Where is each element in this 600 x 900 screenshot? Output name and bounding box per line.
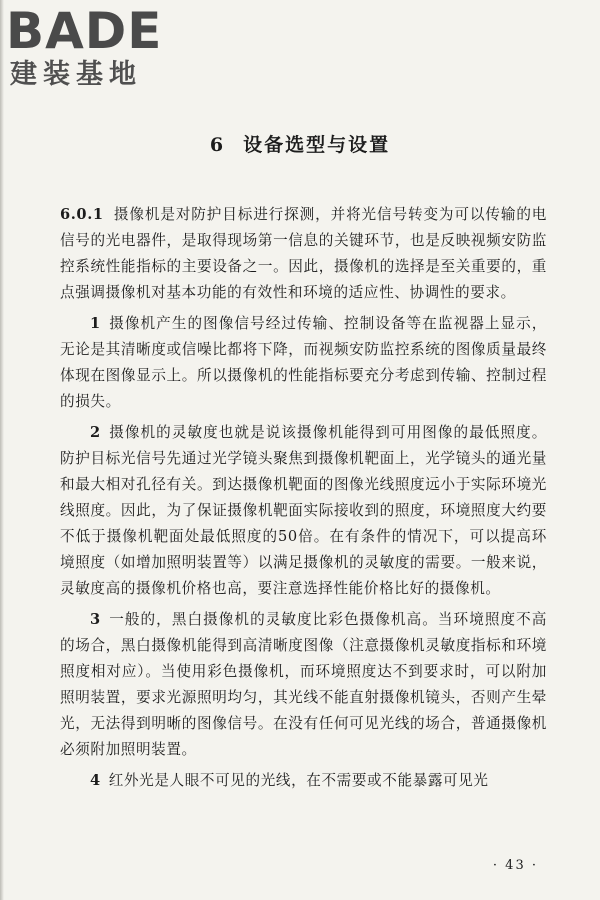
section-number: 6.0.1 [60, 206, 104, 223]
chapter-number: 6 [209, 134, 226, 156]
chapter-title [0, 130, 600, 157]
item-text: 红外光是人眼不可见的光线，在不需要或不能暴露可见光 [108, 772, 489, 789]
watermark-logo [6, 2, 186, 92]
item-number: 2 [90, 424, 101, 441]
item-number: 4 [90, 772, 101, 789]
body-text [60, 202, 547, 799]
page-number: · 43 · [492, 858, 538, 873]
section-text: 摄像机是对防护目标进行探测，并将光信号转变为可以传输的电信号的光电器件，是取得现场第一信息的关键环节，也是反映视频安防监控系统性能指标的主要设备之一。因此，摄像机的选择是至关重要的，重点强调摄像机对基本功能的有效性和环境的适应性、协调性的要求。 [60, 206, 547, 301]
logo-subtitle: 建装基地 [10, 59, 142, 90]
list-item [60, 420, 547, 602]
list-item [60, 311, 547, 415]
item-text: 摄像机的灵敏度也就是说该摄像机能得到可用图像的最低照度。防护目标光信号先通过光学镜头聚焦到摄像机靶面上，光学镜头的通光量和最大相对孔径有关。到达摄像机靶面的图像光线照度远小于实际环境光线照度。因此，为了保证摄像机靶面实际接收到的照度，环境照度大约要不低于摄像机靶面处最低照度的50倍。在有条件的情况下，可以提高环境照度（如增加照明装置等）以满足摄像机的灵敏度的需要。一般来说，灵敏度高的摄像机价格也高，要注意选择性能价格比好的摄像机。 [60, 424, 547, 597]
chapter-title-text: 设备选型与设置 [243, 134, 391, 156]
item-number: 3 [90, 611, 101, 628]
item-text: 一般的，黑白摄像机的灵敏度比彩色摄像机高。当环境照度不高的场合，黑白摄像机能得到高清晰度图像（注意摄像机灵敏度指标和环境照度相对应）。当使用彩色摄像机，而环境照度达不到要求时，可以附加照明装置，要求光源照明均匀，其光线不能直射摄像机镜头，否则产生晕光，无法得到明晰的图像信号。在没有任何可见光线的场合，普通摄像机必须附加照明装置。 [60, 611, 547, 758]
list-item [60, 768, 547, 794]
logo-wordmark: BADE [6, 2, 163, 60]
item-text: 摄像机产生的图像信号经过传输、控制设备等在监视器上显示，无论是其清晰度或信噪比都将下降，而视频安防监控系统的图像质量最终体现在图像显示上。所以摄像机的性能指标要充分考虑到传输、控制过程的损失。 [60, 315, 547, 410]
section-paragraph [60, 202, 547, 306]
list-item [60, 607, 547, 763]
item-number: 1 [90, 315, 101, 332]
